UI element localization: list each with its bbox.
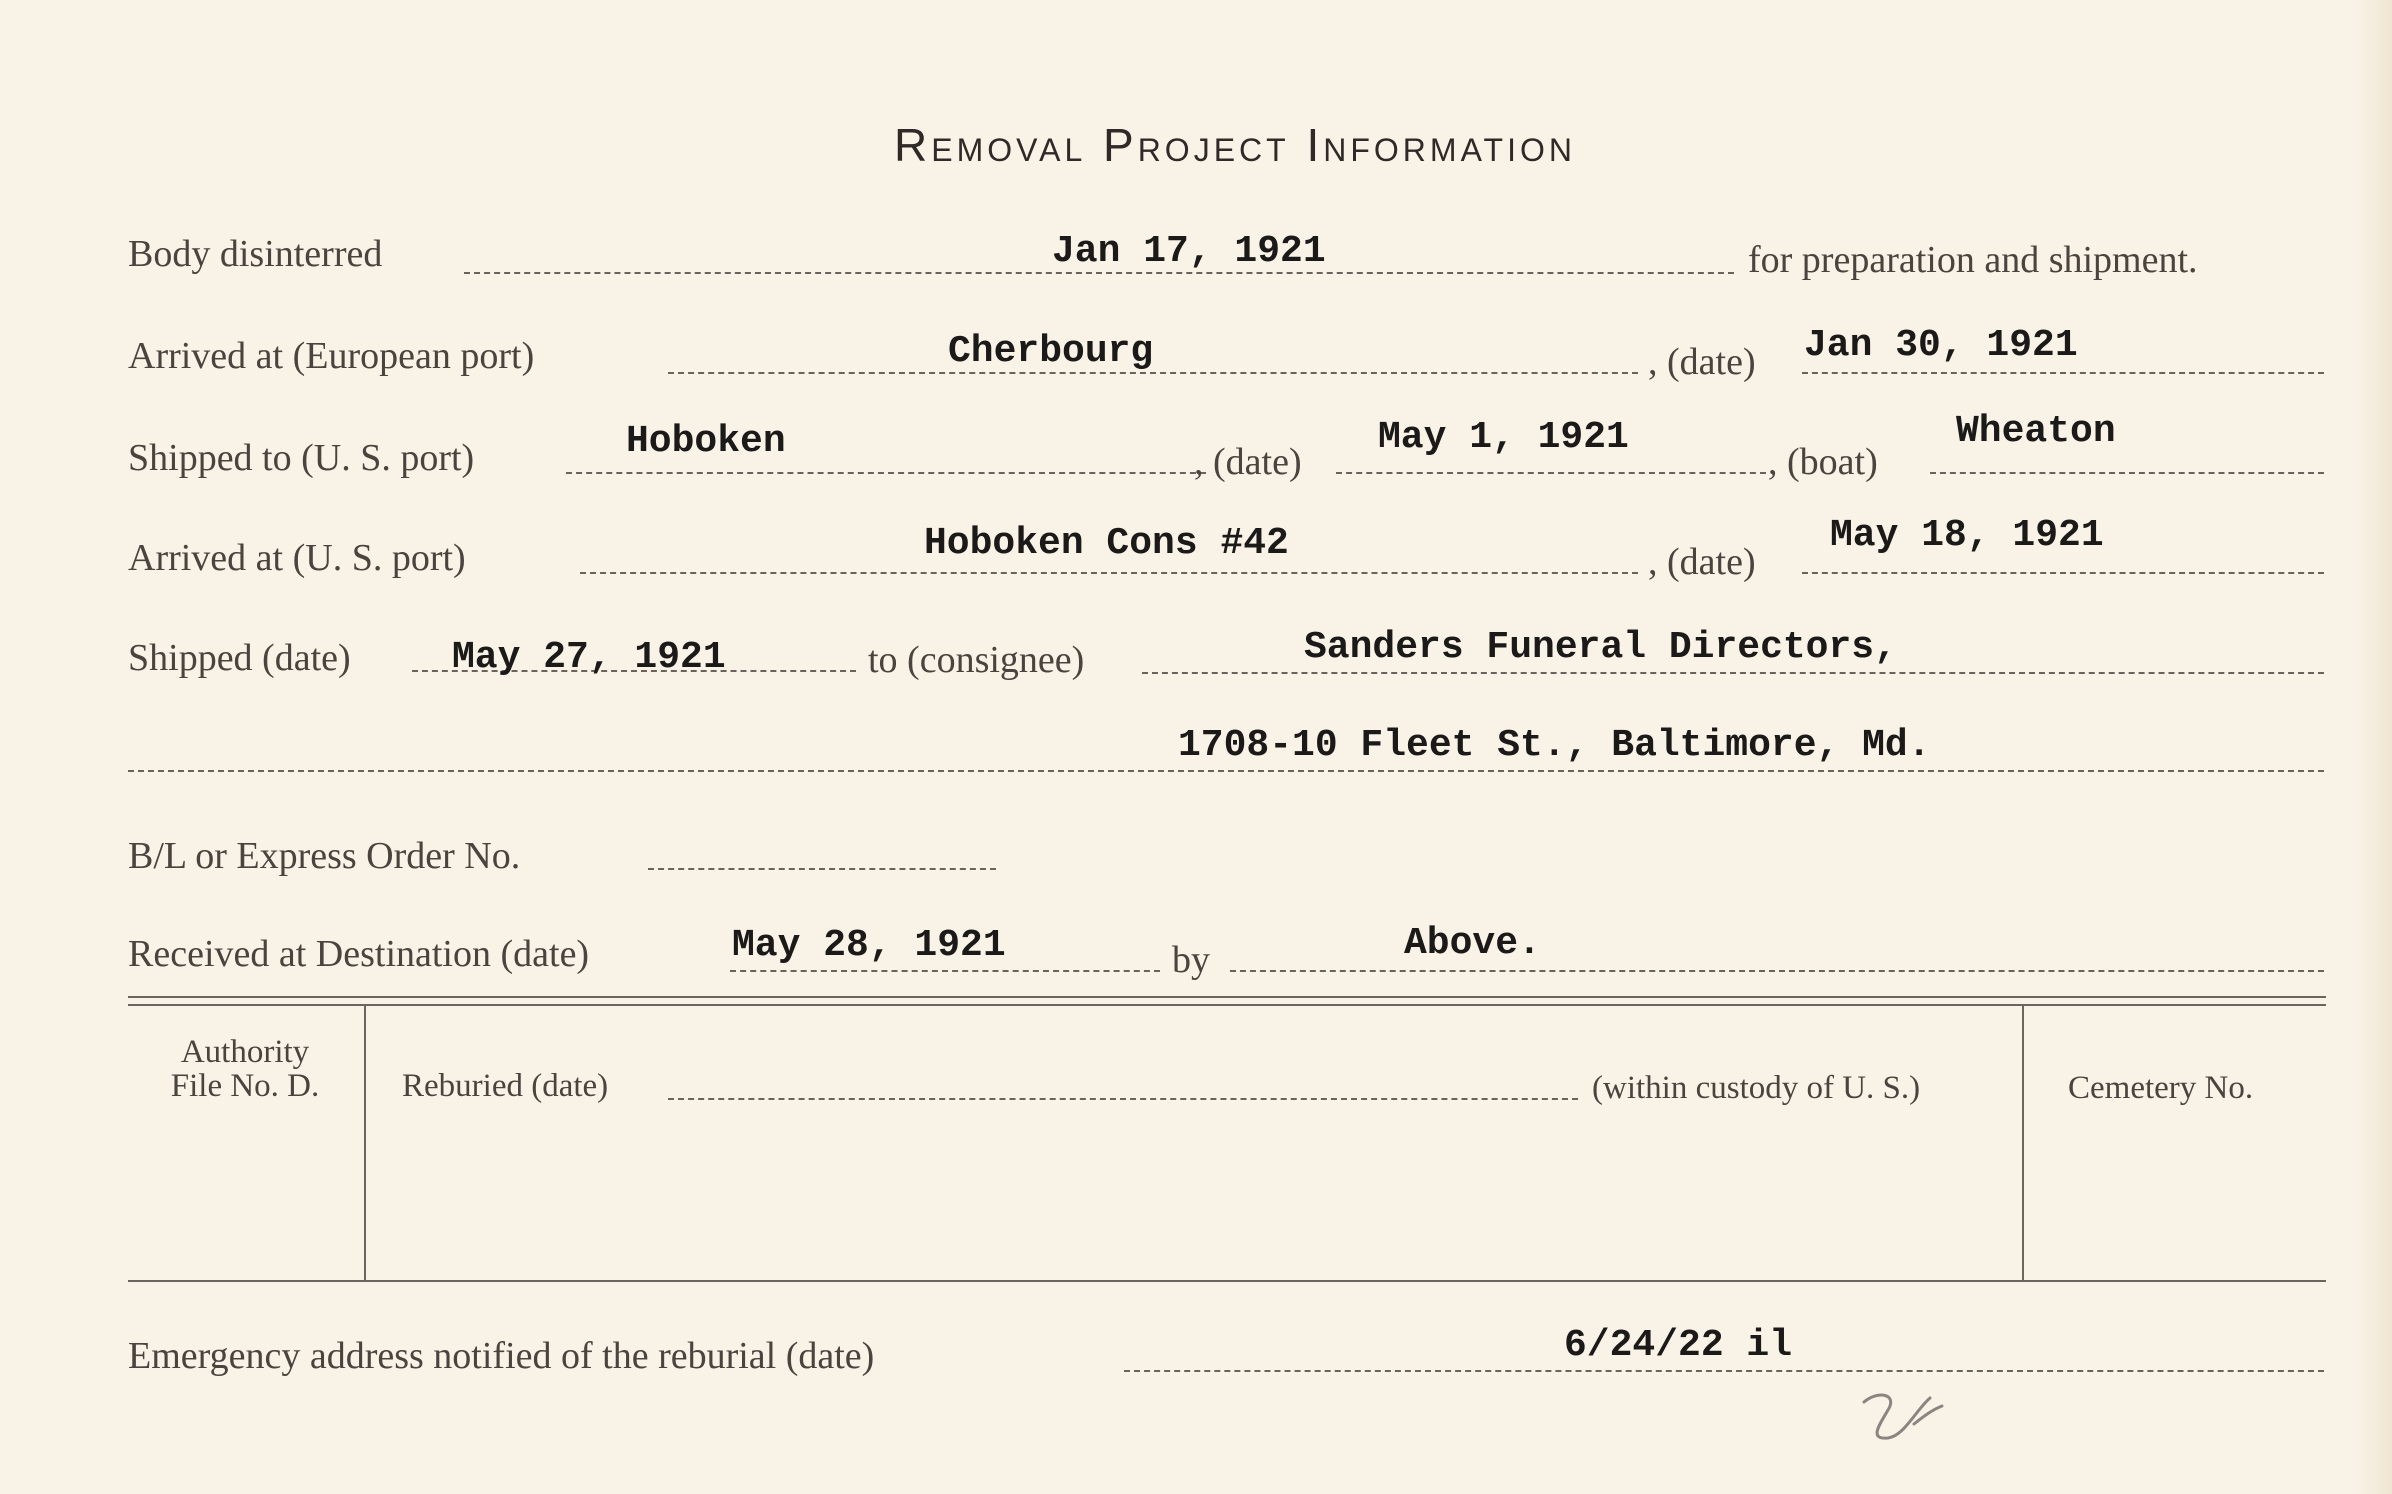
arrived-us-date-line <box>1802 572 2324 574</box>
arrived-us-date: May 18, 1921 <box>1830 514 2104 557</box>
shipped-us-port: Hoboken <box>626 420 786 463</box>
pencil-mark-icon <box>1858 1380 1948 1454</box>
arrived-us-port: Hoboken Cons #42 <box>924 522 1289 565</box>
arrived-european-port: Cherbourg <box>948 330 1154 373</box>
arrived-us-date-label: , (date) <box>1648 541 1756 583</box>
bl-order-line <box>648 868 996 870</box>
arrived-european-date-line <box>1802 372 2324 374</box>
emergency-label: Emergency address notified of the reburial (date) <box>128 1335 875 1377</box>
emergency-value: 6/24/22 il <box>1564 1324 1793 1367</box>
shipped-us-boat-line <box>1930 472 2324 474</box>
box-top-rule-1 <box>128 996 2326 998</box>
reburied-line <box>668 1098 1578 1100</box>
bl-order-label: B/L or Express Order No. <box>128 835 521 877</box>
box-top-rule-2 <box>128 1004 2326 1006</box>
box-bottom-rule <box>128 1280 2326 1282</box>
authority-label-2: File No. D. <box>170 1068 320 1104</box>
received-by: Above. <box>1404 922 1541 965</box>
body-disinterred-suffix: for preparation and shipment. <box>1748 239 2198 281</box>
arrived-european-label: Arrived at (European port) <box>128 335 535 377</box>
shipped-us-port-line <box>566 472 1206 474</box>
box-divider-right <box>2022 1004 2024 1280</box>
cemetery-label: Cemetery No. <box>2068 1070 2254 1106</box>
shipped-us-boat-label: , (boat) <box>1768 441 1878 483</box>
shipped-us-date-label: , (date) <box>1194 441 1302 483</box>
shipped-us-label: Shipped to (U. S. port) <box>128 437 475 479</box>
body-disinterred-label: Body disinterred <box>128 233 383 275</box>
received-by-line <box>1230 970 2324 972</box>
arrived-us-label: Arrived at (U. S. port) <box>128 537 466 579</box>
box-divider-left <box>364 1004 366 1280</box>
consignee-label: to (consignee) <box>868 639 1085 681</box>
received-label: Received at Destination (date) <box>128 933 590 975</box>
shipped-date: May 27, 1921 <box>452 636 726 679</box>
consignee-name: Sanders Funeral Directors, <box>1304 626 1897 669</box>
form-title: Removal Project Information <box>894 119 1576 171</box>
received-date: May 28, 1921 <box>732 924 1006 967</box>
consignee-address-line <box>128 770 2324 772</box>
arrived-european-date-label: , (date) <box>1648 341 1756 383</box>
consignee-address: 1708-10 Fleet St., Baltimore, Md. <box>1178 724 1931 767</box>
shipped-us-date: May 1, 1921 <box>1378 416 1629 459</box>
arrived-european-date: Jan 30, 1921 <box>1804 324 2078 367</box>
reburied-label: Reburied (date) <box>402 1068 609 1104</box>
received-date-line <box>730 970 1160 972</box>
emergency-line <box>1124 1370 2324 1372</box>
shipped-date-label: Shipped (date) <box>128 637 351 679</box>
shipped-us-boat: Wheaton <box>1956 410 2116 453</box>
shipped-us-date-line <box>1336 472 1766 474</box>
received-by-label: by <box>1172 939 1210 981</box>
authority-label-1: Authority <box>180 1034 310 1070</box>
body-disinterred-value: Jan 17, 1921 <box>1052 230 1326 273</box>
consignee-line <box>1142 672 2324 674</box>
custody-label: (within custody of U. S.) <box>1592 1070 1921 1106</box>
arrived-us-port-line <box>580 572 1638 574</box>
